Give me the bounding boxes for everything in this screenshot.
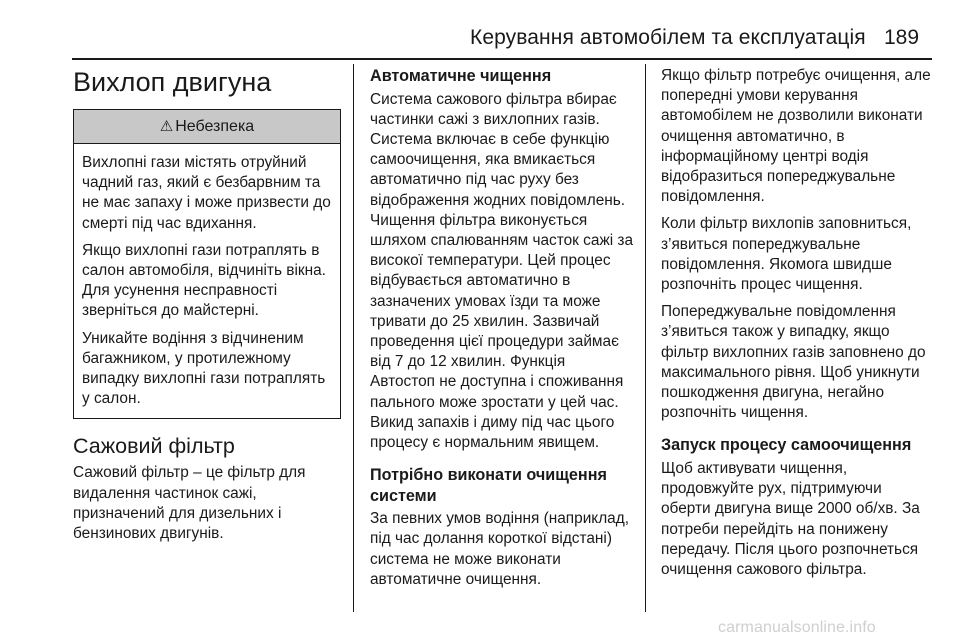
danger-paragraph: Уникайте водіння з відчиненим багажником, у протилежному випадку вихлопні гази потраплять у салон.	[82, 329, 326, 408]
danger-paragraph: Вихлопні гази містять отруйний чадний газ, який є безбарвним та не має запаху і може призвести до смерті під час вдихання.	[82, 154, 331, 232]
soot-filter-description: Сажовий фільтр – це фільтр для видалення частинок сажі, призначений для дизельних і бензинових двигунів.	[73, 464, 306, 543]
header-divider	[72, 58, 932, 60]
danger-box-title: Небезпека	[175, 118, 255, 135]
subheading-auto-cleaning: Автоматичне чищення	[370, 67, 552, 85]
section-title-exhaust: Вихлоп двигуна	[73, 67, 272, 97]
danger-box-body	[74, 144, 340, 418]
warning-triangle-icon: ⚠	[159, 118, 174, 135]
page-header	[0, 0, 960, 58]
cleaning-required-text: За певних умов водіння (наприклад, під час долання короткої відстані) система не може виконати автоматичне очищення.	[370, 510, 629, 588]
column-divider-1	[353, 64, 354, 612]
section-title-soot-filter: Сажовий фільтр	[73, 434, 235, 459]
header-title: Керування автомобілем та експлуатація	[470, 26, 866, 49]
danger-paragraph: Якщо вихлопні гази потраплять в салон автомобіля, відчиніть вікна. Для усунення несправності зверніться до майстерні.	[82, 241, 326, 320]
auto-cleaning-text: Система сажового фільтра вбирає частинки сажі з вихлопних газів. Система включає в себе функцію самоочищення, яка вмикається автоматично під час руху без відображення жодних повідомлень. Чищення фільтра виконується шляхом спалюванням часток сажі за високої температури. Цей процес відбувається автоматично в зазначених умовах їзди та може тривати до 25 хвилин. Зазвичай проведення цієї процедури займає від 7 до 12 хвилин. Функція Автостоп не доступна і споживання пального може зростати у цей час. Викид запахів і диму під час цього процесу є нормальним явищем.	[370, 90, 634, 451]
danger-box	[73, 109, 341, 419]
column-3	[661, 66, 933, 587]
start-self-cleaning-text: Щоб активувати чищення, продовжуйте рух, підтримуючи оберти двигуна вище 2000 об/хв. За потреби перейдіть на понижену передачу. Після цього розпочнеться очищення сажового фільтра.	[661, 459, 920, 578]
column-divider-2	[645, 64, 646, 612]
watermark-text: carmanualsonline.info	[718, 619, 876, 636]
column-2	[370, 66, 634, 597]
column-1	[73, 66, 341, 551]
subheading-cleaning-required: Потрібно виконати очищення системи	[370, 466, 607, 505]
page-number: 189	[884, 26, 920, 49]
body-paragraph: Якщо фільтр потребує очищення, але попередні умови керування автомобілем не дозволили виконати очищення автоматично, в інформаційному центрі водія відобразиться попереджувальне повідомлення.	[661, 67, 931, 206]
subheading-start-self-cleaning: Запуск процесу самоочищення	[661, 436, 912, 455]
danger-box-header	[74, 110, 340, 144]
body-paragraph: Попереджувальне повідомлення з’явиться також у випадку, якщо фільтр вихлопних газів заповнено до максимального рівня. Щоб уникнути пошкодження двигуна, негайно розпочніть чищення.	[661, 303, 926, 422]
body-paragraph: Коли фільтр вихлопів заповниться, з’явиться попереджувальне повідомлення. Якомога швидше розпочніть процес чищення.	[661, 215, 912, 294]
